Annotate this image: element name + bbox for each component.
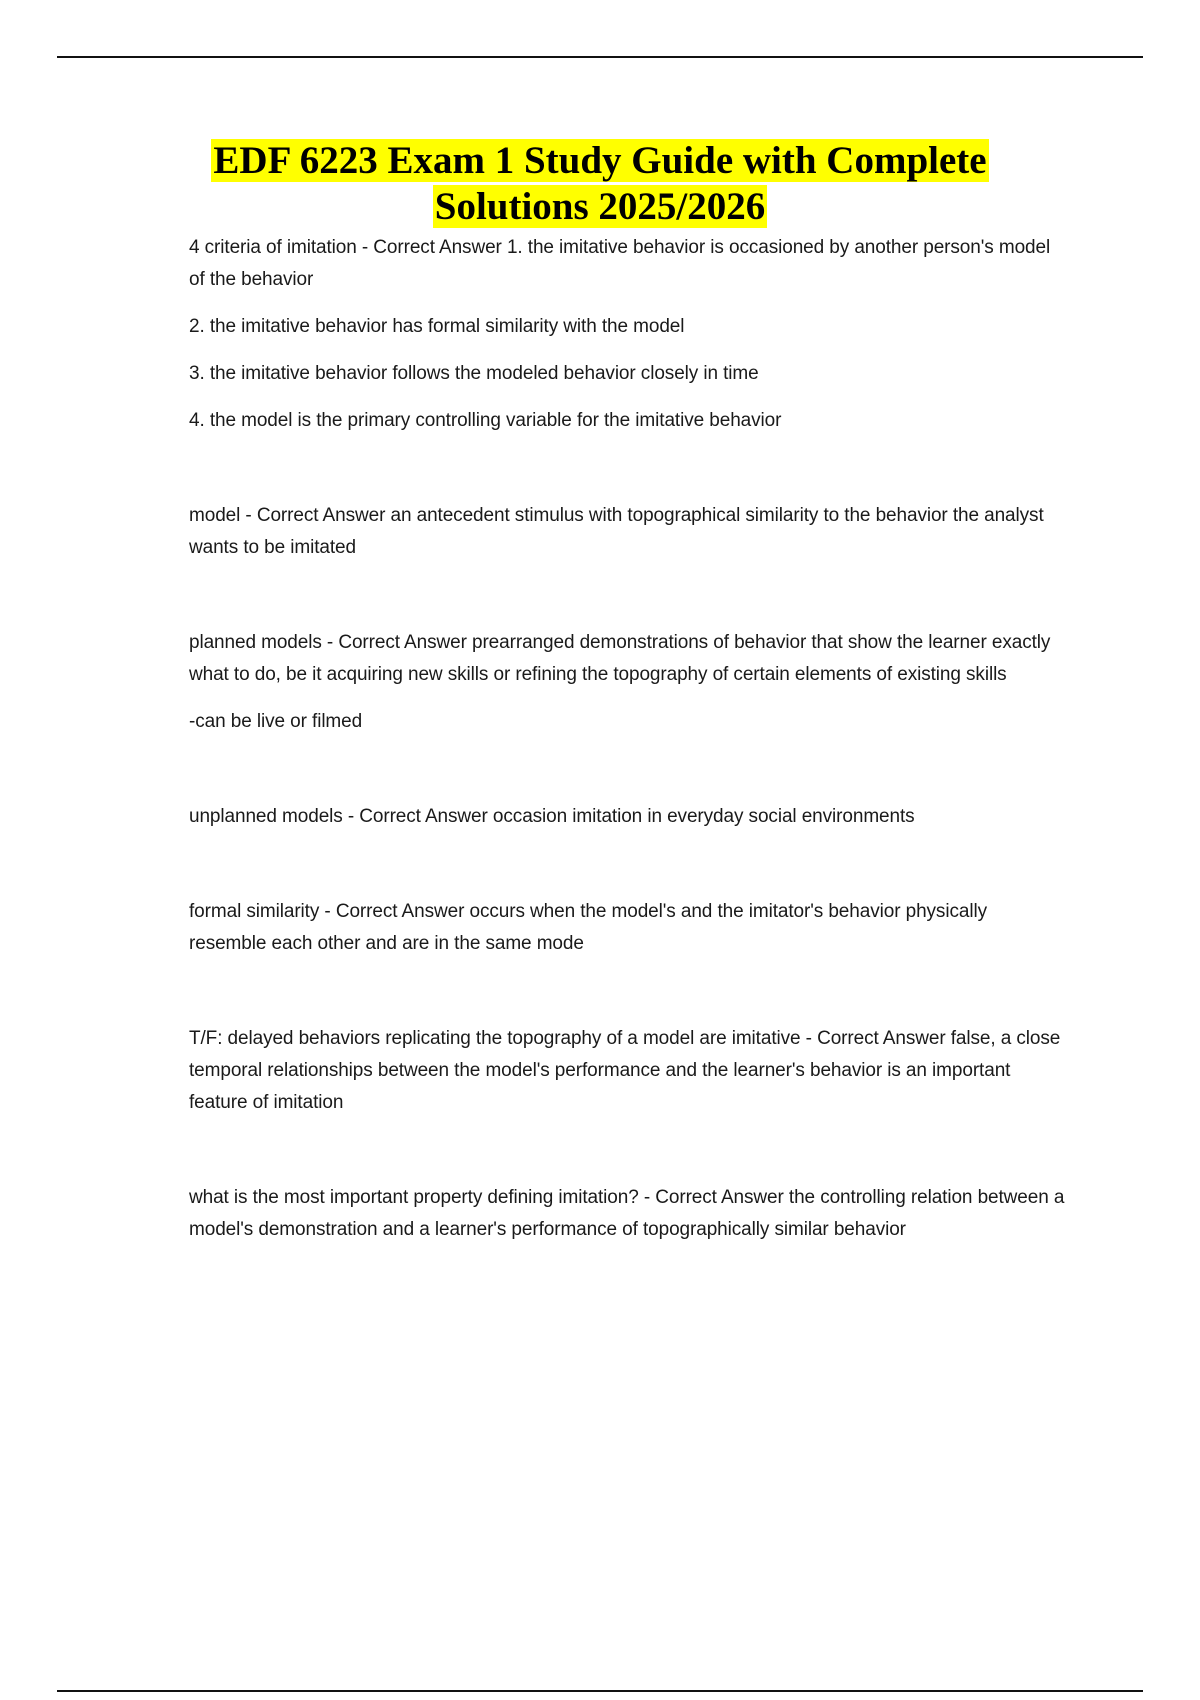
paragraph-unplanned-models: unplanned models - Correct Answer occasion imitation in everyday social environments [189, 806, 915, 827]
header-rule [57, 56, 1143, 58]
paragraph-live-or-filmed: -can be live or filmed [189, 711, 363, 732]
paragraph-criteria-2: 2. the imitative behavior has formal similarity with the model [189, 316, 685, 337]
paragraph-criteria-4: 4. the model is the primary controlling variable for the imitative behavior [189, 410, 782, 431]
footer-rule [57, 1690, 1143, 1692]
paragraph-model: model - Correct Answer an antecedent stimulus with topographical similarity to the behavior the analyst wants to be imitated [189, 505, 1044, 558]
title-line-1: EDF 6223 Exam 1 Study Guide with Complete [213, 139, 987, 182]
document-title [100, 138, 1100, 230]
paragraph-criteria: 4 criteria of imitation - Correct Answer 1. the imitative behavior is occasioned by another person's model of the behavior [189, 237, 1051, 290]
paragraph-formal-similarity: formal similarity - Correct Answer occurs when the model's and the imitator's behavior physically resemble each other and are in the same mode [189, 901, 987, 954]
title-line-2: Solutions 2025/2026 [434, 185, 766, 228]
paragraph-criteria-3: 3. the imitative behavior follows the modeled behavior closely in time [189, 363, 759, 384]
paragraph-planned-models: planned models - Correct Answer prearranged demonstrations of behavior that show the learner exactly what to do, be it acquiring new skills or refining the topography of certain elements of existing skills [189, 632, 1051, 685]
paragraph-defining-property: what is the most important property defining imitation? - Correct Answer the controlling relation between a model's demonstration and a learner's performance of topographically similar behavior [189, 1187, 1065, 1240]
document-body [189, 232, 1069, 1246]
paragraph-true-false: T/F: delayed behaviors replicating the topography of a model are imitative - Correct Answer false, a close temporal relationships between the model's performance and the learner's behavior is an important feature of imitation [189, 1028, 1061, 1113]
